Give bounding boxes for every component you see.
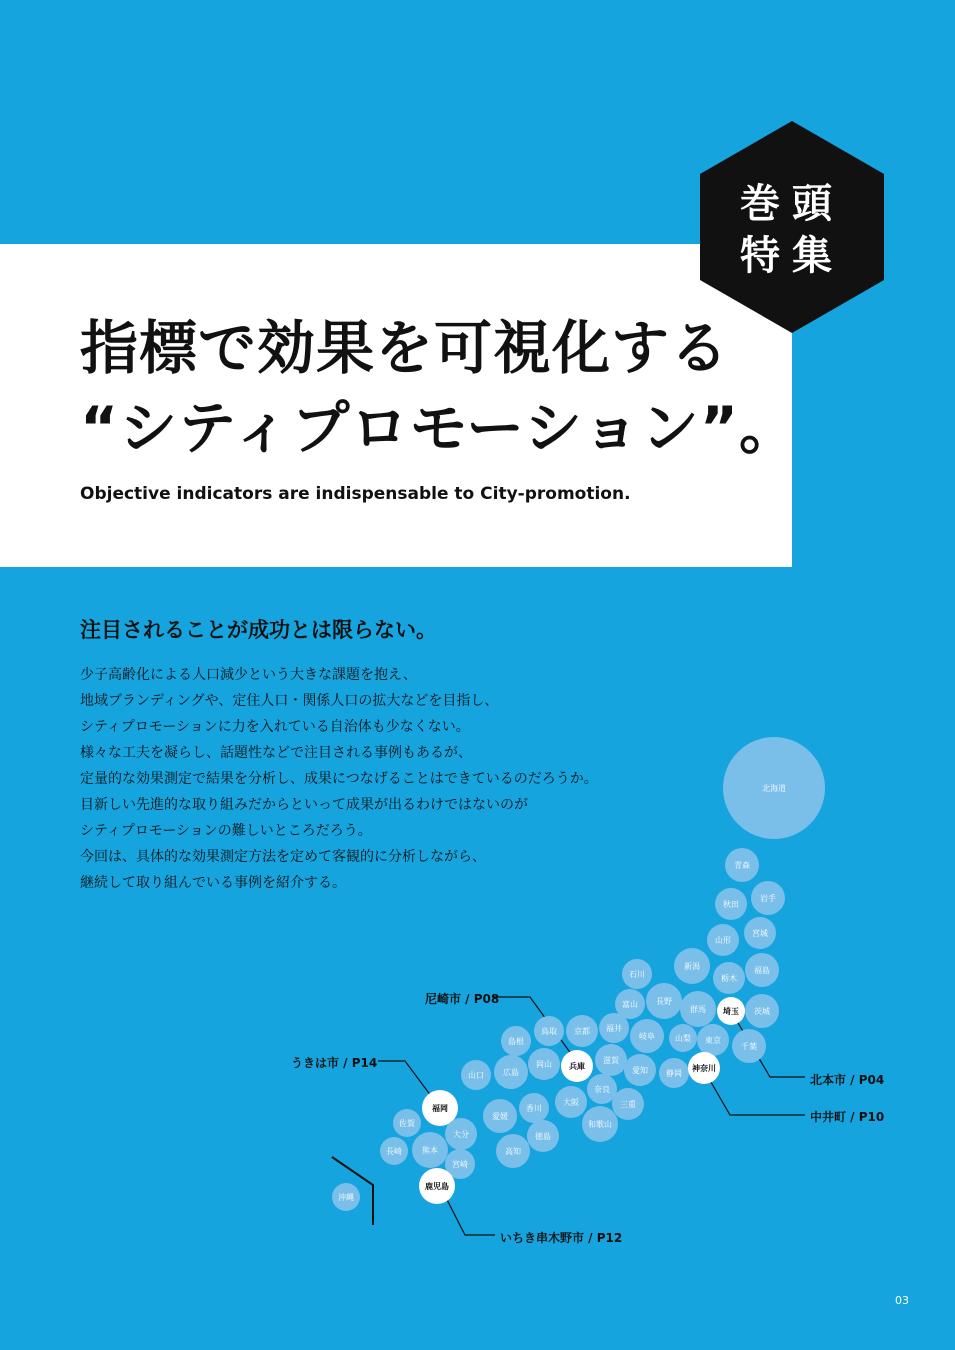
prefecture-circle: 大分 xyxy=(445,1118,477,1150)
prefecture-circle: 沖縄 xyxy=(332,1183,360,1211)
prefecture-circle: 京都 xyxy=(566,1015,598,1047)
prefecture-circle: 愛媛 xyxy=(483,1099,517,1133)
body-line: 目新しい先進的な取り組みだからといって成果が出るわけではないのが xyxy=(80,797,528,813)
prefecture-circle: 宮崎 xyxy=(445,1149,475,1179)
prefecture-circle: 山梨 xyxy=(669,1024,697,1052)
english-subtitle: Objective indicators are indispensable to City-promotion. xyxy=(80,484,631,504)
prefecture-circle: 富山 xyxy=(615,989,645,1019)
prefecture-circle: 長崎 xyxy=(380,1137,408,1165)
prefecture-circle: 岐阜 xyxy=(630,1019,664,1053)
callout-nakai: 中井町 / P10 xyxy=(810,1110,885,1124)
prefecture-circle: 熊本 xyxy=(412,1132,448,1168)
callout-ukiha: うきは市 / P14 xyxy=(291,1056,378,1070)
prefecture-circle: 福井 xyxy=(599,1013,629,1043)
callout-kitamoto: 北本市 / P04 xyxy=(810,1073,885,1087)
prefecture-circle: 奈良 xyxy=(587,1074,617,1104)
prefecture-circle: 鹿児島 xyxy=(419,1168,455,1204)
body-line: 今回は、具体的な効果測定方法を定めて客観的に分析しながら、 xyxy=(80,849,486,865)
prefecture-circle: 茨城 xyxy=(745,994,779,1028)
prefecture-circle: 秋田 xyxy=(715,888,747,920)
prefecture-circle: 山形 xyxy=(707,924,739,956)
prefecture-circle: 愛知 xyxy=(624,1054,656,1086)
prefecture-circle: 青森 xyxy=(725,848,759,882)
callout-ichikikushikino: いちき串木野市 / P12 xyxy=(500,1231,623,1245)
prefecture-circle: 山口 xyxy=(461,1060,491,1090)
prefecture-circle: 千葉 xyxy=(732,1029,766,1063)
prefecture-circle: 滋賀 xyxy=(595,1044,627,1076)
prefecture-circle: 長野 xyxy=(646,983,682,1019)
prefecture-circle: 岡山 xyxy=(528,1048,560,1080)
prefecture-circle: 広島 xyxy=(494,1055,528,1089)
prefecture-circle: 福島 xyxy=(745,953,779,987)
prefecture-circle: 神奈川 xyxy=(688,1052,720,1084)
prefecture-circle: 北海道 xyxy=(723,737,825,839)
body-line: 少子高齢化による人口減少という大きな課題を抱え、 xyxy=(80,667,417,683)
prefecture-circle: 新潟 xyxy=(674,948,710,984)
prefecture-circle: 徳島 xyxy=(527,1120,559,1152)
body-line: 定量的な効果測定で結果を分析し、成果につなげることはできているのだろうか。 xyxy=(80,771,598,787)
prefecture-circle: 高知 xyxy=(496,1134,530,1168)
page-number: 03 xyxy=(895,1294,909,1307)
prefecture-circle: 福岡 xyxy=(422,1090,458,1126)
prefecture-circle: 岩手 xyxy=(751,881,785,915)
prefecture-circle: 佐賀 xyxy=(393,1109,421,1137)
prefecture-circle: 静岡 xyxy=(659,1058,689,1088)
prefecture-circle: 東京 xyxy=(697,1024,729,1056)
body-line: シティプロモーションの難しいところだろう。 xyxy=(80,823,372,839)
title-line1: 指標で効果を可視化する xyxy=(80,314,730,382)
badge-line2: 特集 xyxy=(740,233,844,279)
callout-amagasaki: 尼崎市 / P08 xyxy=(425,992,500,1006)
body-line: 継続して取り組んでいる事例を紹介する。 xyxy=(80,875,346,891)
prefecture-circle: 石川 xyxy=(622,959,652,989)
body-line: シティプロモーションに力を入れている自治体も少なくない。 xyxy=(80,719,470,735)
prefecture-circle: 宮城 xyxy=(744,917,776,949)
prefecture-circle: 香川 xyxy=(519,1093,549,1123)
prefecture-circle: 三重 xyxy=(612,1088,644,1120)
prefecture-circle: 和歌山 xyxy=(582,1106,618,1142)
body-line: 様々な工夫を凝らし、話題性などで注目される事例もあるが、 xyxy=(80,745,472,761)
body-line: 地域ブランディングや、定住人口・関係人口の拡大などを目指し、 xyxy=(80,693,499,709)
prefecture-circle: 島根 xyxy=(501,1026,531,1056)
prefecture-circle: 埼玉 xyxy=(717,997,745,1025)
prefecture-circle: 兵庫 xyxy=(561,1050,593,1082)
section-heading: 注目されることが成功とは限らない。 xyxy=(80,618,437,642)
prefecture-circle: 大阪 xyxy=(555,1086,587,1118)
title-line2: “シティプロモーション”。 xyxy=(80,394,798,462)
prefecture-circle: 栃木 xyxy=(713,962,745,994)
badge-line1: 巻頭 xyxy=(740,181,844,227)
prefecture-circle: 鳥取 xyxy=(534,1016,564,1046)
prefecture-circle: 群馬 xyxy=(680,991,716,1027)
